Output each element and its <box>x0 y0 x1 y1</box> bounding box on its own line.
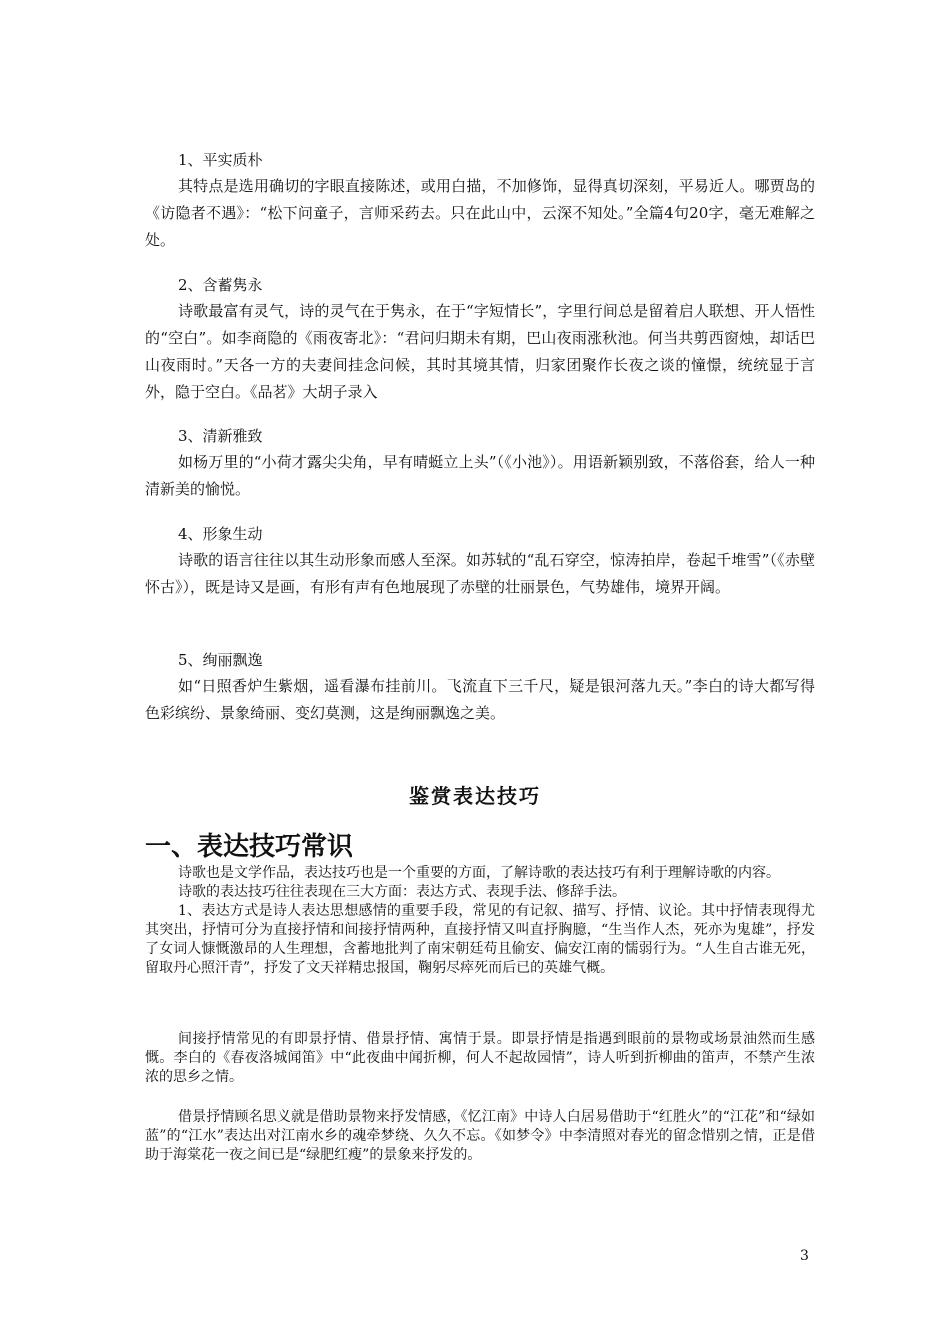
paragraph: 1、表达方式是诗人表达思想感情的重要手段，常见的有记叙、描写、抒情、议论。其中抒情表现得尤其突出，抒情可分为直接抒情和间接抒情两种，直接抒情又叫直抒胸臆，“生当作人杰，死亦为鬼雄”，抒发了女词人慷慨激昂的人生理想，含蓄地批判了南宋朝廷苟且偷安、偏安江南的懦弱行为。“人生自古谁无死，留取丹心照汗青”，抒发了文天祥精忠报国，鞠躬尽瘁死而后已的英雄气概。 <box>145 903 815 976</box>
section-1 <box>145 148 815 254</box>
section-paragraph: 如“日照香炉生紫烟，遥看瀑布挂前川。飞流直下三千尺，疑是银河落九天。”李白的诗大都写得色彩缤纷、景象绮丽、变幻莫测，这是绚丽飘逸之美。 <box>145 677 815 722</box>
section-heading: 4、形象生动 <box>178 525 263 543</box>
section-3 <box>145 424 815 503</box>
section-paragraph: 其特点是选用确切的字眼直接陈述，或用白描，不加修饰，显得真切深刻，平易近人。哪贾岛的《访隐者不遇》：“松下问童子，言师采药去。只在此山中，云深不知处。”全篇4句20字，毫无难解之处。 <box>145 177 815 249</box>
paragraph-block-3 <box>145 1108 815 1165</box>
section-heading: 5、绚丽飘逸 <box>178 651 263 669</box>
center-title: 鉴赏表达技巧 <box>409 784 541 808</box>
paragraph: 诗歌的表达技巧往往表现在三大方面：表达方式、表现手法、修辞手法。 <box>178 884 626 900</box>
paragraph-block-2 <box>145 1030 815 1087</box>
section-paragraph: 诗歌最富有灵气，诗的灵气在于隽永，在于“字短情长”，字里行间总是留着启人联想、开人悟性的“空白”。如李商隐的《雨夜寄北》：“君问归期未有期，巴山夜雨涨秋池。何当共剪西窗烛，却话巴山夜雨时。”天各一方的夫妻间挂念问候，其时其境其情，归家团聚作长夜之谈的憧憬，统统显于言外，隐于空白。《品茗》大胡子录入 <box>145 302 815 401</box>
page-number: 3 <box>800 1248 809 1264</box>
paragraph-block-1 <box>145 864 815 978</box>
section-paragraph: 如杨万里的“小荷才露尖尖角，早有晴蜓立上头”（《小池》）。用语新颖别致，不落俗套，给人一种清新美的愉悦。 <box>145 453 815 498</box>
paragraph: 间接抒情常见的有即景抒情、借景抒情、寓情于景。即景抒情是指遇到眼前的景物或场景油然而生感慨。李白的《春夜洛城闻笛》中“此夜曲中闻折柳，何人不起故园情”，诗人听到折柳曲的笛声，不禁产生浓浓的思乡之情。 <box>145 1031 815 1085</box>
section-5 <box>145 648 815 727</box>
paragraph: 借景抒情顾名思义就是借助景物来抒发情感，《忆江南》中诗人白居易借助于“红胜火”的“江花”和“绿如蓝”的“江水”表达出对江南水乡的魂牵梦绕、久久不忘。《如梦令》中李清照对春光的留念惜别之情，正是借助于海棠花一夜之间已是“绿肥红瘦”的景象来抒发的。 <box>145 1109 815 1163</box>
section-2 <box>145 273 815 406</box>
section-heading: 3、清新雅致 <box>178 427 263 445</box>
section-4 <box>145 522 815 601</box>
paragraph: 诗歌也是文学作品，表达技巧也是一个重要的方面，了解诗歌的表达技巧有利于理解诗歌的内容。 <box>178 865 780 881</box>
big-heading: 一、表达技巧常识 <box>145 832 354 862</box>
section-paragraph: 诗歌的语言往往以其生动形象而感人至深。如苏轼的“乱石穿空，惊涛拍岸，卷起千堆雪”（《赤壁怀古》），既是诗又是画，有形有声有色地展现了赤壁的壮丽景色，气势雄伟，境界开阔。 <box>145 551 815 596</box>
section-heading: 1、平实质朴 <box>178 151 263 169</box>
section-heading: 2、含蓄隽永 <box>178 276 263 294</box>
